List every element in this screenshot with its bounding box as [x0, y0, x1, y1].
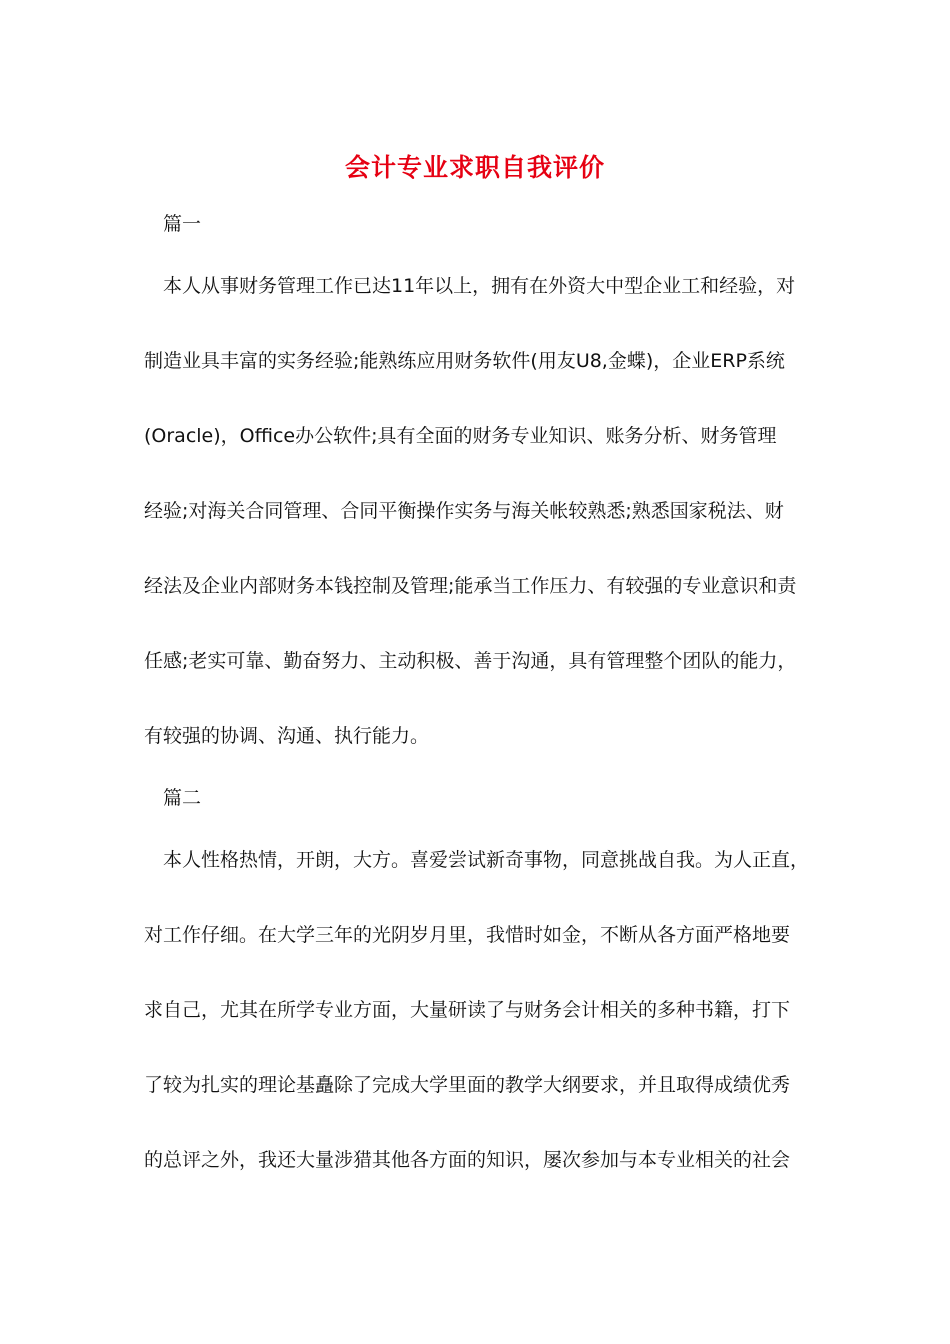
paragraph-line: 任感;老实可靠、勤奋努力、主动积极、善于沟通，具有管理整个团队的能力，	[144, 650, 797, 672]
paragraph-line: 了较为扎实的理论基矗除了完成大学里面的教学大纲要求，并且取得成绩优秀	[144, 1074, 791, 1096]
paragraph-line: 本人性格热情，开朗，大方。喜爱尝试新奇事物，同意挑战自我。为人正直，	[163, 849, 810, 871]
document-title: 会计专业求职自我评价	[344, 153, 605, 182]
paragraph-line: (Oracle)，Office办公软件;具有全面的财务专业知识、账务分析、财务管理	[144, 425, 777, 447]
paragraph-line: 对工作仔细。在大学三年的光阴岁月里，我惜时如金，不断从各方面严格地要	[144, 924, 791, 946]
paragraph-line: 求自己，尤其在所学专业方面，大量研读了与财务会计相关的多种书籍，打下	[144, 999, 791, 1021]
section-heading-2: 篇二	[163, 787, 202, 809]
paragraph-line: 的总评之外，我还大量涉猎其他各方面的知识，屡次参加与本专业相关的社会	[144, 1149, 791, 1171]
paragraph-line: 经验;对海关合同管理、合同平衡操作实务与海关帐较熟悉;熟悉国家税法、财	[144, 500, 784, 522]
paragraph-line: 制造业具丰富的实务经验;能熟练应用财务软件(用友U8,金蝶)，企业ERP系统	[144, 350, 785, 372]
paragraph-line: 本人从事财务管理工作已达11年以上，拥有在外资大中型企业工和经验，对	[163, 275, 796, 297]
section-heading-1: 篇一	[163, 213, 202, 235]
paragraph-line: 经法及企业内部财务本钱控制及管理;能承当工作压力、有较强的专业意识和责	[144, 575, 797, 597]
paragraph-line: 有较强的协调、沟通、执行能力。	[144, 725, 430, 747]
